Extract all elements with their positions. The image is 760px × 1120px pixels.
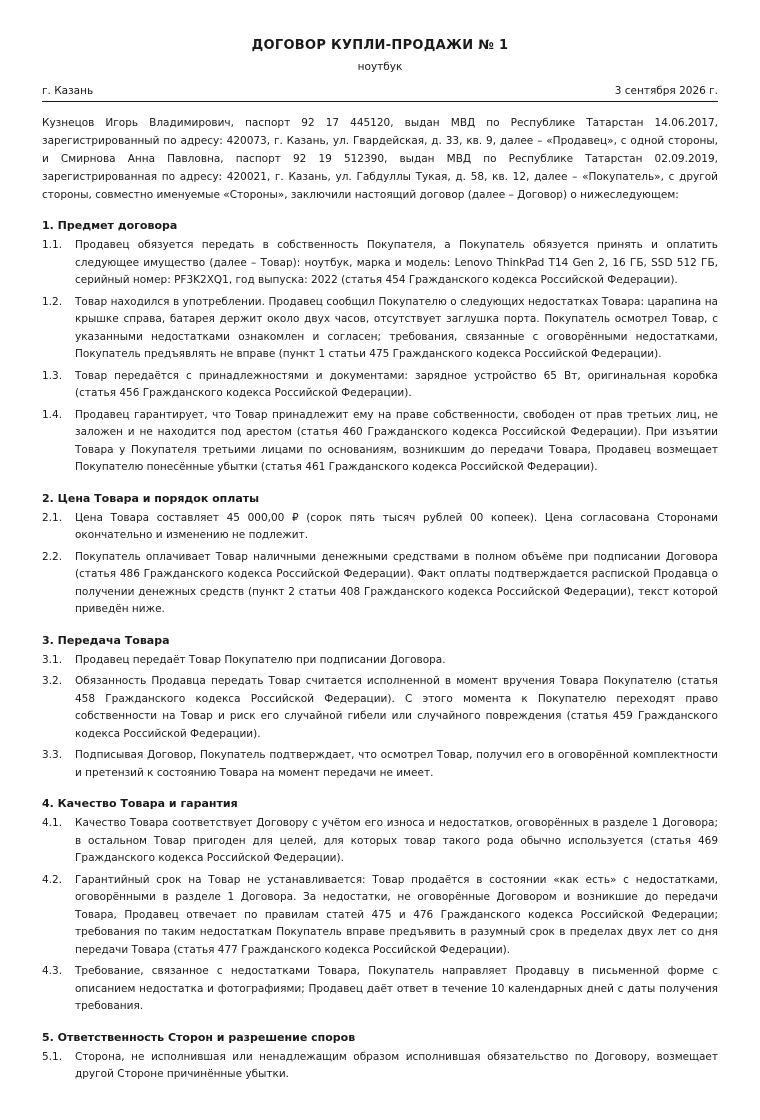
- clause: [42, 1049, 718, 1084]
- clause: [42, 368, 718, 403]
- document-title: ДОГОВОР КУПЛИ-ПРОДАЖИ № 1: [251, 38, 509, 53]
- clause-text: Продавец передаёт Товар Покупателю при подписании Договора.: [75, 653, 446, 666]
- clause-number: 2.1.: [42, 511, 63, 524]
- clause-number: 1.1.: [42, 239, 63, 251]
- clause-text: Товар находился в употреблении. Продавец сообщил Покупателю о следующих недостатках Товара: царапина на крышке справа, батарея держит около двух часов, отсутствует заглушка порта. Покупатель осмотрел Товар, с указанными недостатками ознакомлен и согласен; требования, связанные с оговорёнными недостатками, Покупатель предъявлять не вправе (пункт 1 статьи 475 Гражданского кодекса Российской Федерации).: [75, 295, 718, 360]
- clause-number: 3.2.: [42, 675, 63, 687]
- clause-number: 1.4.: [42, 408, 63, 421]
- clause: [42, 673, 718, 743]
- section-title: 2. Цена Товара и порядок оплаты: [42, 491, 260, 505]
- clause: [42, 549, 718, 619]
- clause: [42, 294, 718, 364]
- clause: [42, 510, 718, 545]
- clause-number: 4.1.: [42, 817, 63, 829]
- clause-text: Цена Товара составляет 45 000,00 ₽ (сорок пять тысяч рублей 00 копеек). Цена согласована Сторонами окончательно и изменению не подлежит.: [75, 511, 718, 541]
- clause: [42, 652, 718, 670]
- contract-sections: [42, 219, 718, 1084]
- contract-date: 3 сентября 2026 г.: [614, 85, 718, 97]
- clause-number: 1.3.: [42, 369, 63, 382]
- section-title: 5. Ответственность Сторон и разрешение споров: [42, 1030, 356, 1044]
- clause: [42, 407, 718, 477]
- preamble: Кузнецов Игорь Владимирович, паспорт 92 17 445120, выдан МВД по Республике Татарстан 14.06.2017, зарегистрированный по адресу: 420073, г. Казань, ул. Гвардейская, д. 33, кв. 9, далее – «Продавец», с одной стороны, и Смирнова Анна Павловна, паспорт 92 19 512390, выдан МВД по Республике Татарстан 02.09.2019, зарегистрированная по адресу: 420021, г. Казань, ул. Габдуллы Тукая, д. 58, кв. 12, далее – «Покупатель», с другой стороны, совместно именуемые «Стороны», заключили настоящий договор (далее – Договор) о нижеследующем:: [42, 117, 718, 201]
- clause-text: Требование, связанное с недостатками Товара, Покупатель направляет Продавцу в письменной форме с описанием недостатка и фотографиями; Продавец даёт ответ в течение 10 календарных дней с даты получения требования.: [75, 965, 718, 1012]
- clause-text: Покупатель оплачивает Товар наличными денежными средствами в полном объёме при подписании Договора (статья 486 Гражданского кодекса Российской Федерации). Факт оплаты подтверждается распиской Продавца о получении денежных средств (пункт 2 статьи 408 Гражданского кодекса Российской Федерации), текст которой приведён ниже.: [75, 550, 718, 615]
- clause-text: Товар передаётся с принадлежностями и документами: зарядное устройство 65 Вт, оригинальная коробка (статья 456 Гражданского кодекса Российской Федерации).: [75, 369, 718, 399]
- clause: [42, 747, 718, 782]
- clause-text: Продавец обязуется передать в собственность Покупателя, а Покупатель обязуется принять и оплатить следующее имущество (далее – Товар): ноутбук, марка и модель: Lenovo ThinkPad T14 Gen 2, 16 ГБ, SSD 512 ГБ, серийный номер: PF3K2XQ1, год выпуска: 2022 (статья 454 Гражданского кодекса Российской Федерации).: [75, 239, 718, 286]
- clause-text: Сторона, не исполнившая или ненадлежащим образом исполнившая обязательство по Договору, возмещает другой Стороне причинённые убытки.: [75, 1050, 718, 1080]
- clause-number: 4.2.: [42, 873, 63, 886]
- clause-text: Подписывая Договор, Покупатель подтверждает, что осмотрел Товар, получил его в оговорённой комплектности и претензий к состоянию Товара на момент передачи не имеет.: [75, 749, 718, 779]
- clause: [42, 872, 718, 960]
- section-title: 4. Качество Товара и гарантия: [42, 797, 238, 810]
- clause-number: 4.3.: [42, 965, 63, 977]
- clause-number: 3.3.: [42, 749, 63, 761]
- clause-text: Продавец гарантирует, что Товар принадлежит ему на праве собственности, свободен от прав третьих лиц, не заложен и не находится под арестом (статья 460 Гражданского кодекса Российской Федерации). При изъятии Товара у Покупателя третьими лицами по основаниям, возникшим до передачи Товара, Продавец возмещает Покупателю понесённые убытки (статья 461 Гражданского кодекса Российской Федерации).: [75, 408, 718, 473]
- clause-number: 3.1.: [42, 653, 63, 666]
- clause-text: Качество Товара соответствует Договору с учётом его износа и недостатков, оговорённых в разделе 1 Договора; в остальном Товар пригоден для целей, для которых товар такого рода обычно используется (статья 469 Гражданского кодекса Российской Федерации).: [75, 817, 718, 864]
- clause-number: 1.2.: [42, 295, 63, 308]
- clause-text: Обязанность Продавца передать Товар считается исполненной в момент вручения Товара Покупателю (статья 458 Гражданского кодекса Российской Федерации). С этого момента к Покупателю переходят право собственности на Товар и риск его случайной гибели или случайного повреждения (статья 459 Гражданского кодекса Российской Федерации).: [75, 675, 718, 740]
- clause-number: 2.2.: [42, 550, 63, 563]
- clause: [42, 815, 718, 868]
- clause-number: 5.1.: [42, 1050, 63, 1063]
- clause: [42, 963, 718, 1016]
- clause-text: Гарантийный срок на Товар не устанавливается: Товар продаётся в состоянии «как есть» с недостатками, оговорёнными в разделе 1 Договора. За недостатки, не оговорённые Договором и возникшие до передачи Товара, Продавец отвечает по правилам статей 475 и 476 Гражданского кодекса Российской Федерации; требования по таким недостаткам Покупатель вправе предъявить в разумный срок в пределах двух лет со дня передачи Товара (статья 477 Гражданского кодекса Российской Федерации).: [75, 873, 718, 956]
- clause: [42, 237, 718, 290]
- section-title: 1. Предмет договора: [42, 219, 178, 232]
- section-title: 3. Передача Товара: [42, 633, 170, 647]
- document-subtitle: ноутбук: [357, 61, 403, 73]
- contract-city: г. Казань: [42, 85, 94, 97]
- place-date-row: [42, 85, 718, 102]
